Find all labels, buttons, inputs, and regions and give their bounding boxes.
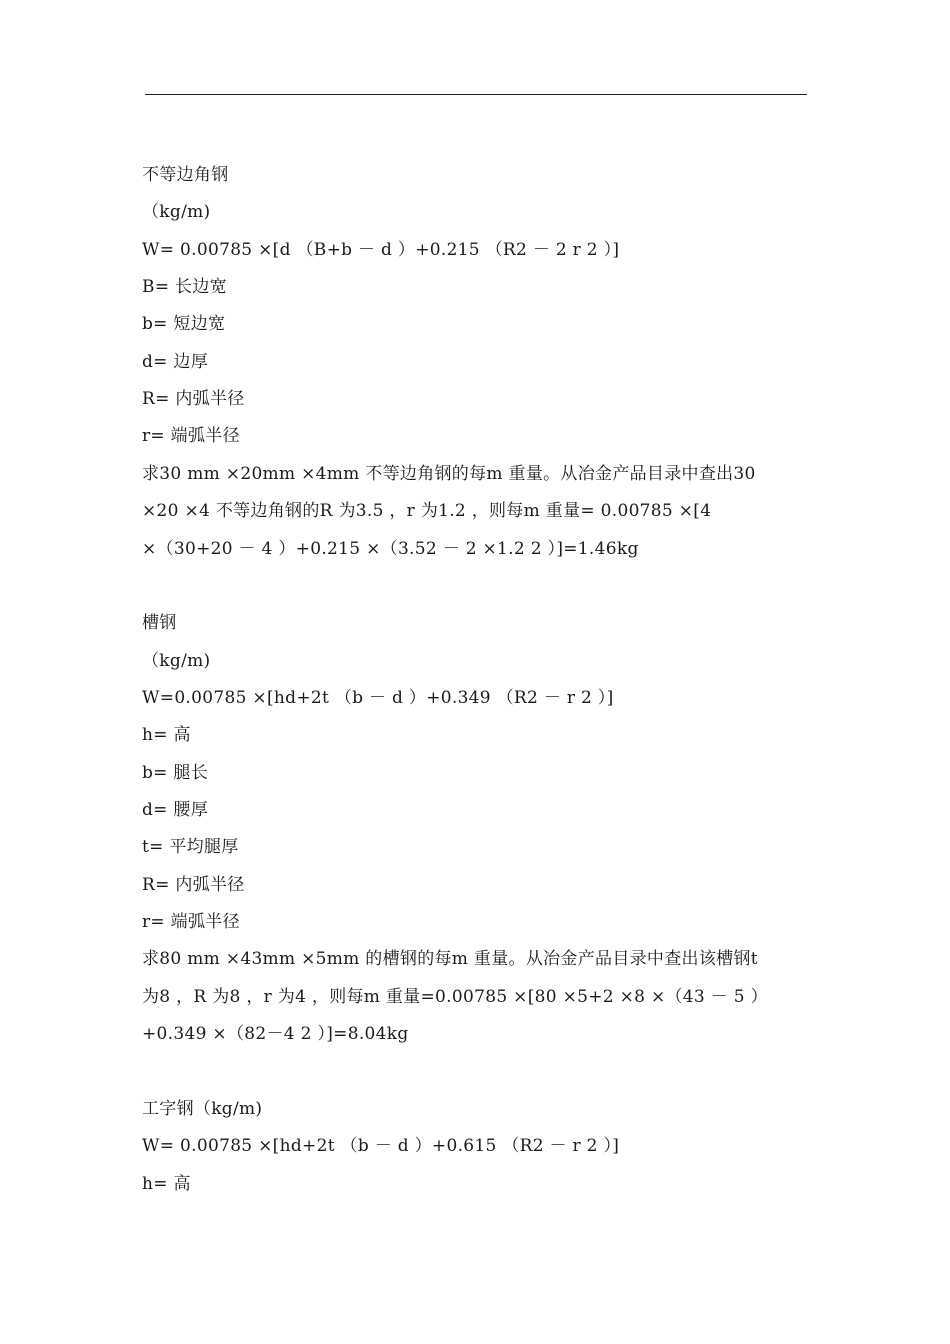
example-line: 为8 ，R 为8 ，r 为4 ，则每m 重量=0.00785 ×[80 ×5+2 ×8 ×（43 － 5 ） — [142, 987, 768, 1007]
formula-line: W=0.00785 ×[hd+2t （b － d ）+0.349 （R2 － r 2 ）] — [142, 688, 614, 708]
example-line: 求30 mm ×20mm ×4mm 不等边角钢的每m 重量。从冶金产品目录中查出30 — [142, 464, 756, 484]
example-line: ×20 ×4 不等边角钢的R 为3.5 ，r 为1.2 ，则每m 重量= 0.00785 ×[4 — [142, 501, 712, 521]
variable-line: d= 边厚 — [142, 352, 209, 372]
formula-line: W= 0.00785 ×[hd+2t （b － d ）+0.615 （R2 － r 2 ）] — [142, 1136, 620, 1156]
variable-line: B= 长边宽 — [142, 277, 227, 297]
section-title: 不等边角钢 — [142, 165, 229, 185]
variable-line: r= 端弧半径 — [142, 426, 240, 446]
variable-line: r= 端弧半径 — [142, 912, 240, 932]
variable-line: R= 内弧半径 — [142, 875, 245, 895]
variable-line: b= 腿长 — [142, 763, 209, 783]
unit-line: （kg/m) — [142, 202, 211, 222]
section-title: 工字钢（kg/m) — [142, 1099, 263, 1119]
variable-line: R= 内弧半径 — [142, 389, 245, 409]
variable-line: h= 高 — [142, 725, 191, 745]
variable-line: t= 平均腿厚 — [142, 837, 239, 857]
header-rule — [145, 94, 807, 95]
example-line: 求80 mm ×43mm ×5mm 的槽钢的每m 重量。从冶金产品目录中查出该槽钢t — [142, 949, 758, 969]
example-line: ×（30+20 － 4 ）+0.215 ×（3.52 － 2 ×1.2 2 ）]=1.46kg — [142, 539, 639, 559]
unit-line: （kg/m) — [142, 651, 211, 671]
formula-line: W= 0.00785 ×[d （B+b － d ）+0.215 （R2 － 2 r 2 ）] — [142, 240, 620, 260]
section-title: 槽钢 — [142, 613, 177, 633]
example-line: +0.349 ×（82－4 2 ）]=8.04kg — [142, 1024, 409, 1044]
variable-line: d= 腰厚 — [142, 800, 209, 820]
variable-line: b= 短边宽 — [142, 314, 226, 334]
variable-line: h= 高 — [142, 1174, 191, 1194]
